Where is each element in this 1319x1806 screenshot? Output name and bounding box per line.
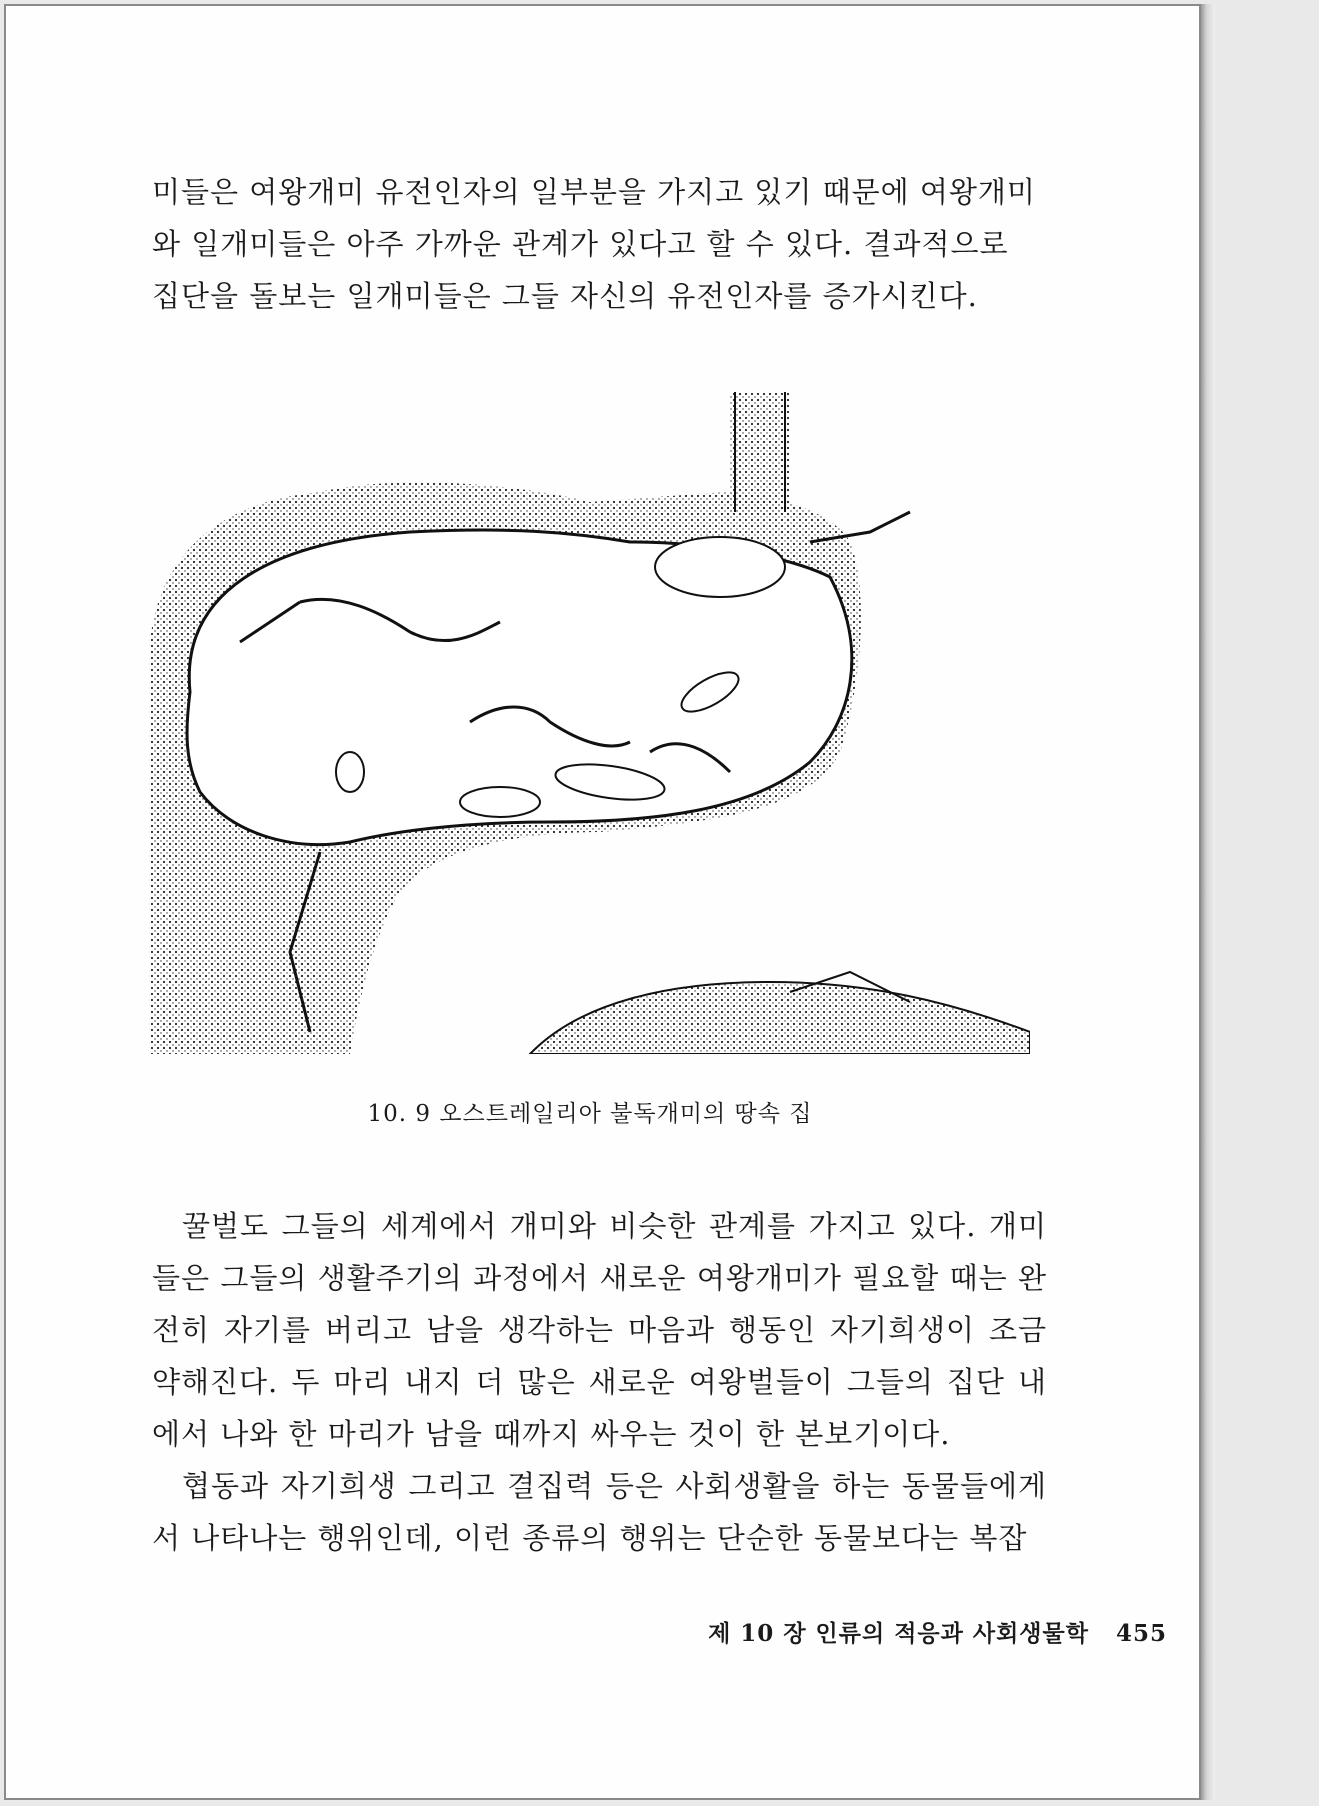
body-text [152,1200,1047,1564]
page-footer [708,1615,1167,1648]
text-line: 집단을 돌보는 일개미들은 그들 자신의 유전인자를 증가시킨다. [152,279,978,313]
chapter-title: 제 10 장 인류의 적응과 사회생물학 [708,1620,1089,1647]
page-edge [1201,4,1215,1800]
top-paragraph [152,166,1047,322]
paragraph: 협동과 자기희생 그리고 결집력 등은 사회생활을 하는 동물들에게서 나타나는 행위인데, 이런 종류의 행위는 단순한 동물보다는 복잡 [152,1469,1047,1555]
figure-caption: 10. 9 오스트레일리아 불독개미의 땅속 집 [367,1101,813,1127]
paragraph: 꿀벌도 그들의 세계에서 개미와 비슷한 관계를 가지고 있다. 개미들은 그들의 생활주기의 과정에서 새로운 여왕개미가 필요할 때는 완전히 자기를 버리고 남을 생각하는 마음과 행동인 자기희생이 조금 약해진다. 두 마리 내지 더 많은 새로운 여왕벌들이 그들의 집단 내에서 나와 한 마리가 남을 때까지 싸우는 것이 한 본보기이다. [152,1209,1047,1451]
text-line: 와 일개미들은 아주 가까운 관계가 있다고 할 수 있다. 결과적으로 [152,227,1009,261]
text-line: 미들은 여왕개미 유전인자의 일부분을 가지고 있기 때문에 여왕개미 [152,175,1036,209]
ant-nest-illustration [150,392,1030,1054]
page-number: 455 [1115,1620,1167,1647]
